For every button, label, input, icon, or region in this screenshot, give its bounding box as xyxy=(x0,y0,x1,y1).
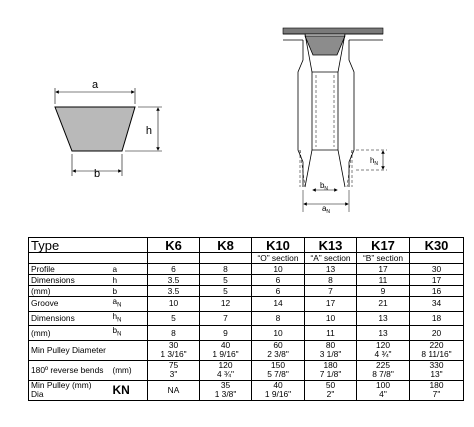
section-a: “A” section xyxy=(305,253,357,264)
reverse-bends-label: 180º reverse bends xyxy=(29,360,111,380)
table-row: (mm) b 3.5 5 6 7 9 16 xyxy=(29,286,464,297)
col-k17: K17 xyxy=(357,238,410,253)
dim-a-label: a xyxy=(91,79,99,91)
belt-profile-shape xyxy=(55,107,135,151)
col-k13: K13 xyxy=(305,238,357,253)
dim-b-label: b xyxy=(93,168,101,180)
table-row: (mm) $b_N$ 8 9 10 11 13 20 xyxy=(29,326,464,341)
dim-bN-label: $b_N$ xyxy=(319,181,329,192)
profile-label: Profile xyxy=(29,264,111,275)
section-row xyxy=(29,253,464,264)
table-row: Profile a 6 8 10 13 17 30 xyxy=(29,264,464,275)
col-k10: K10 xyxy=(252,238,305,253)
kn-label: Min Pulley (mm) Dia xyxy=(29,380,111,400)
section-o: “O” section xyxy=(252,253,305,264)
col-k6: K6 xyxy=(148,238,200,253)
kn-symbol: KN xyxy=(111,380,148,400)
belt-in-groove xyxy=(305,36,345,55)
belt-spec-table xyxy=(28,237,464,401)
section-b: “B” section xyxy=(357,253,410,264)
dim-hN-label: $h_N$ xyxy=(369,156,379,167)
dim-aN-label: $a_N$ xyxy=(321,204,331,215)
belt-profile-diagram xyxy=(55,79,162,180)
table-row: Dimensions h 3.5 5 6 8 11 17 xyxy=(29,275,464,286)
col-k30: K30 xyxy=(410,238,464,253)
groove-diagram xyxy=(283,28,387,215)
type-header: Type xyxy=(29,238,148,253)
min-pulley-label: Min Pulley Diameter xyxy=(29,340,148,360)
table-row: Min Pulley (mm) Dia KN NA 35 1 3/8" 40 1 9/16" 50 2" 100 4" 180 7" xyxy=(29,380,464,400)
table-row: Dimensions $h_N$ 5 7 8 10 13 18 xyxy=(29,311,464,326)
pulley-rim xyxy=(283,28,383,34)
col-k8: K8 xyxy=(200,238,252,253)
groove-label: Groove xyxy=(29,297,111,312)
table-row: Groove $a_N$ 10 12 14 17 21 34 xyxy=(29,297,464,312)
table-row: Min Pulley Diameter 30 1 3/16" 40 1 9/16" 60 2 3/8" 80 3 1/8" 120 4 ¾" 220 8 11/16" xyxy=(29,340,464,360)
table-row: 180º reverse bends (mm) 75 3" 120 4 ¾" 150 5 7/8" 180 7 1/8" 225 8 7/8" 330 13" xyxy=(29,360,464,380)
header-row xyxy=(29,238,464,253)
dim-h-label: h xyxy=(145,125,152,137)
